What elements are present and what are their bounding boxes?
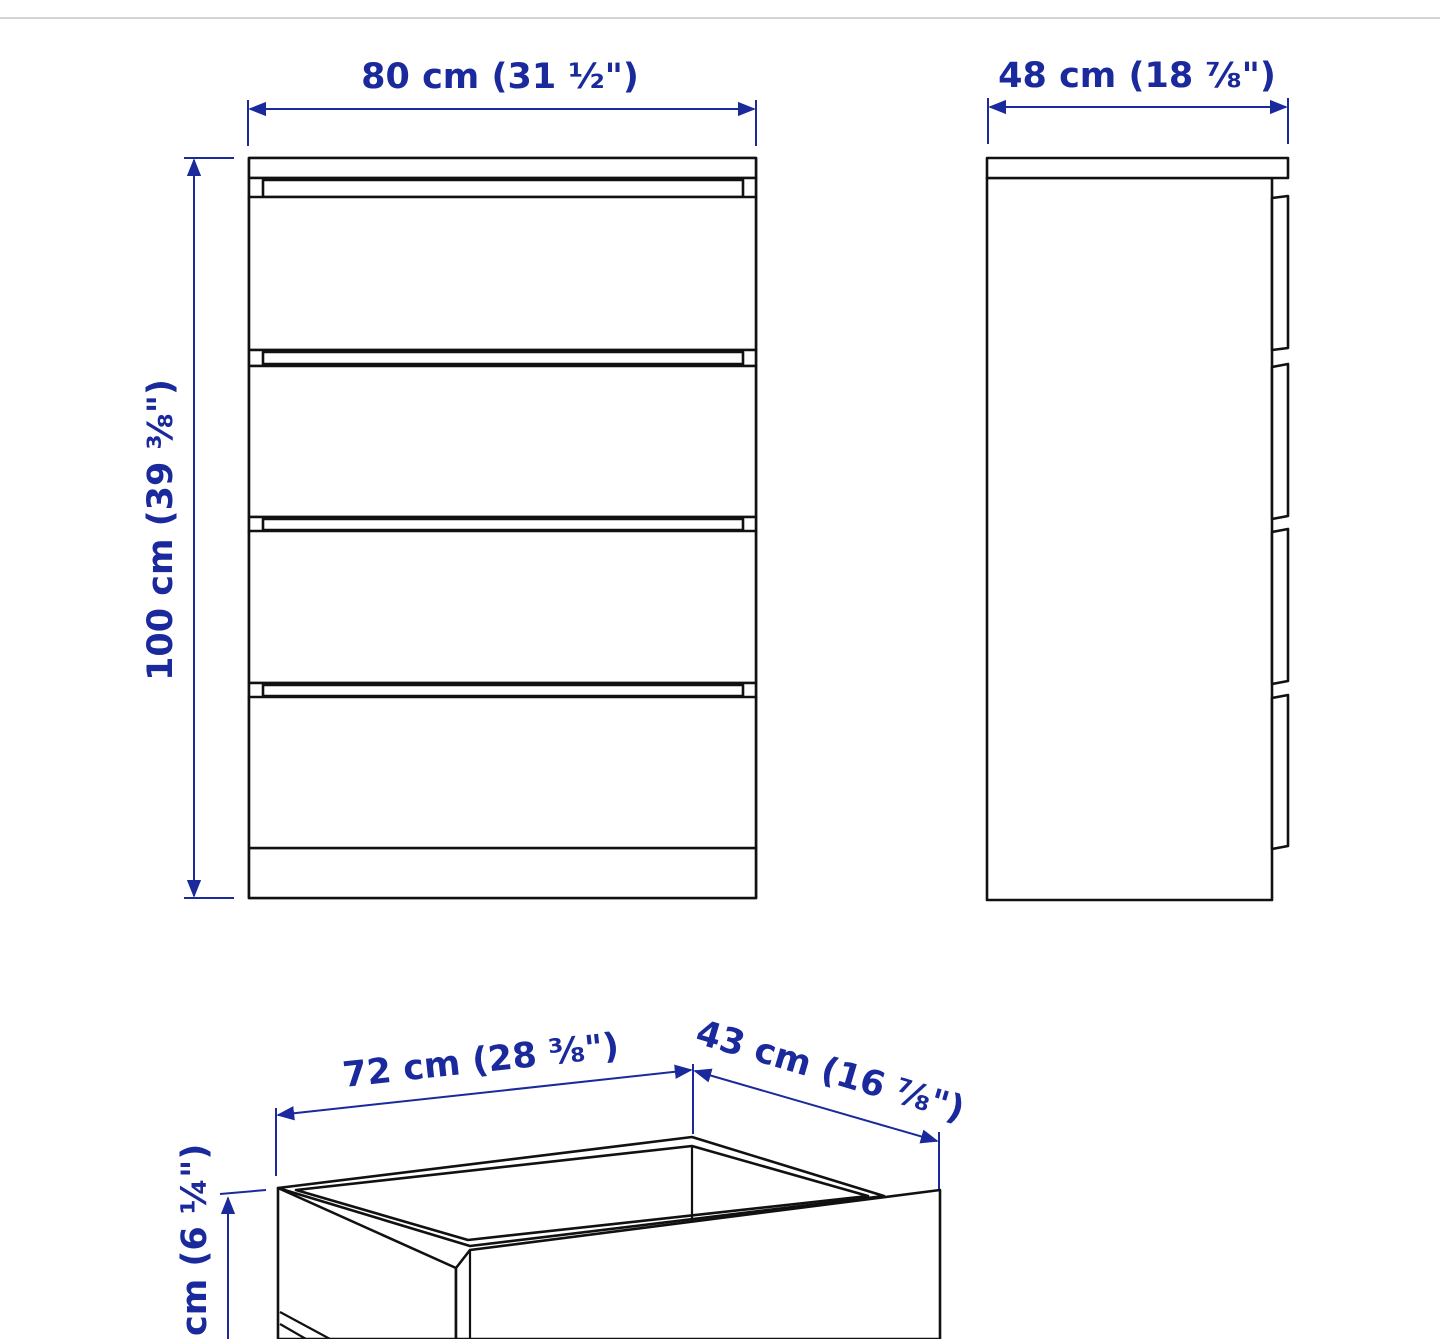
- rail-inner: [263, 180, 743, 197]
- front-width-label: 80 cm (31 ½"): [361, 57, 639, 97]
- side-drawer-front: [1272, 364, 1288, 519]
- drawer-depth-label: 43 cm (16 ⅞"): [691, 1012, 969, 1131]
- side-top-board: [987, 158, 1288, 178]
- drawer-width-label: 72 cm (28 ⅜"): [340, 1026, 621, 1096]
- drawer-front-4: [249, 697, 756, 848]
- drawer-front-3: [249, 531, 756, 683]
- rail-inner: [263, 519, 743, 530]
- drawer-front-1: [249, 197, 756, 350]
- front-height-dimension: [141, 158, 234, 898]
- side-drawer-front: [1272, 196, 1288, 350]
- front-height-label: 100 cm (39 ⅜"): [141, 379, 181, 681]
- rail-inner: [263, 685, 743, 696]
- side-panel: [987, 178, 1272, 900]
- side-depth-dimension: [988, 56, 1288, 144]
- side-drawer-front: [1272, 529, 1288, 684]
- front-width-dimension: [248, 57, 756, 146]
- drawer-height-label: cm (6 ¼"): [175, 1143, 215, 1336]
- side-depth-label: 48 cm (18 ⅞"): [998, 56, 1276, 96]
- side-view: [987, 56, 1288, 900]
- rail-inner: [263, 352, 743, 364]
- front-view: [141, 57, 756, 898]
- drawer-front-2: [249, 366, 756, 517]
- drawer-detail: [175, 1013, 969, 1339]
- side-drawer-front: [1272, 695, 1288, 849]
- front-top-board: [249, 158, 756, 178]
- drawer-box: [278, 1137, 940, 1339]
- drawer-height-dimension: [175, 1144, 266, 1339]
- front-drawers: [249, 178, 756, 848]
- side-drawer-fronts: [1272, 196, 1288, 849]
- front-plinth: [249, 848, 756, 898]
